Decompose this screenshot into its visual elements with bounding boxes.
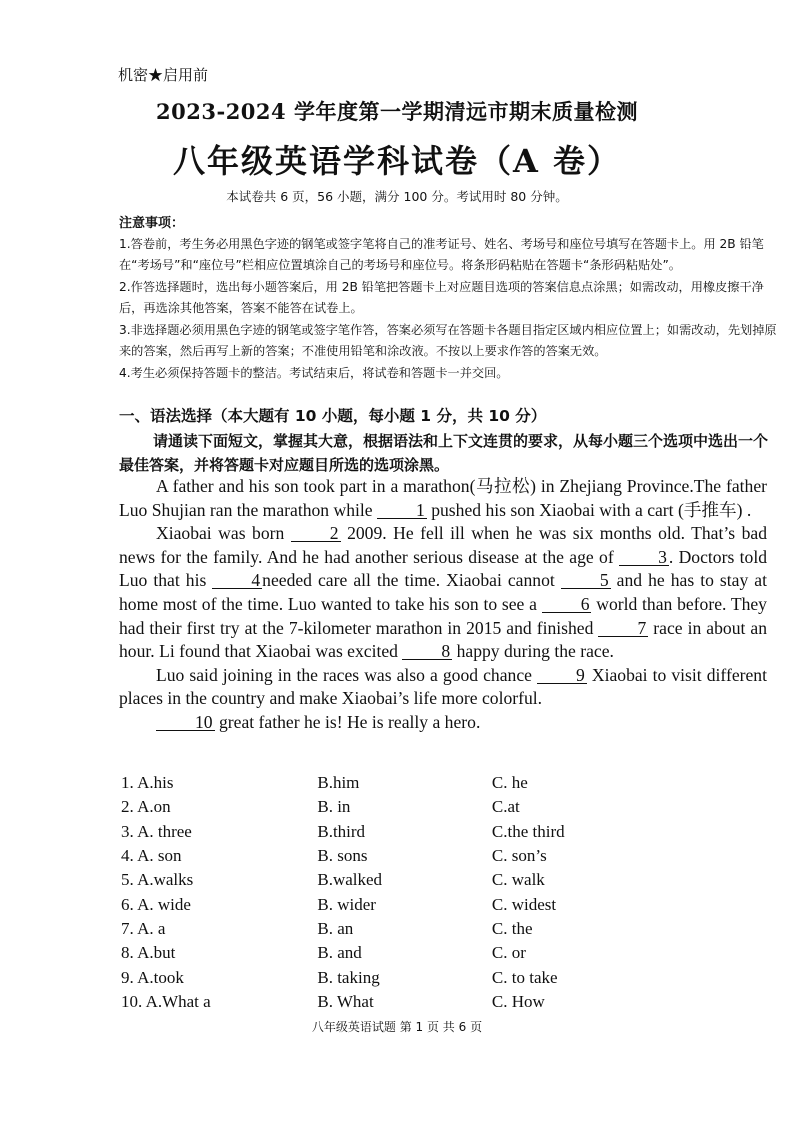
passage-text: world than before. They had their first try at the 7-kilometer marathon in 2015 and finished bbox=[119, 593, 767, 638]
answer-blank: 2 bbox=[291, 525, 341, 542]
note-item: 1.答卷前，考生务必用黑色字迹的钢笔或签字笔将自己的准考证号、姓名、考场号和座位号填写在答题卡上。用 2B 铅笔在“考场号”和“座位号”栏相应位置填涂自己的考场号和座位号。将条形码粘贴在答题卡“条形码粘贴处”。 bbox=[119, 237, 764, 272]
passage-text: A father and his son took part in a marathon(马拉松) in Zhejiang Province.The father Luo Shujian ran the marathon while bbox=[119, 476, 767, 520]
notes-title: 注意事项： bbox=[119, 216, 185, 231]
passage-text: pushed his son Xiaobai with a cart (手推车) . bbox=[431, 499, 752, 520]
exam-info: 本试卷共 6 页，56 小题，满分 100 分。考试用时 80 分钟。 bbox=[226, 189, 568, 204]
note-item: 4.考生必须保持答题卡的整洁。考试结束后，将试卷和答题卡一并交回。 bbox=[119, 366, 509, 380]
option-c[interactable]: C.at bbox=[491, 797, 520, 817]
passage-text: . Doctors told Luo that his bbox=[119, 546, 767, 591]
option-b[interactable]: B. What bbox=[317, 991, 374, 1011]
option-b[interactable]: B. wider bbox=[317, 894, 376, 914]
passage-text: needed care all the time. Xiaobai cannot bbox=[262, 570, 555, 591]
option-b[interactable]: B.third bbox=[317, 821, 366, 841]
answer-blank: 6 bbox=[542, 596, 592, 613]
option-a[interactable]: A.but bbox=[137, 943, 176, 963]
section-instruction: 请通读下面短文，掌握其大意，根据语法和上下文连贯的要求，从每小题三个选项中选出一个最佳答案，并将答题卡对应题目所选的选项涂黑。 bbox=[119, 432, 769, 474]
passage-paragraph bbox=[119, 664, 767, 711]
option-b[interactable]: B.him bbox=[317, 773, 360, 793]
option-a[interactable]: A. three bbox=[137, 821, 192, 841]
passage-text: great father he is! He is really a hero. bbox=[219, 711, 481, 732]
passage-text: 2009. He fell ill when he was six months old. That’s bad news for the family. And he had another serious disease at the age of bbox=[119, 523, 768, 567]
option-c[interactable]: C. to take bbox=[491, 967, 558, 987]
passage-text: happy during the race. bbox=[456, 641, 614, 662]
option-c[interactable]: C. walk bbox=[491, 870, 545, 890]
option-number: 8. bbox=[121, 943, 134, 963]
exam-title: 2023-2024 学年度第一学期清远市期末质量检测 bbox=[156, 99, 638, 124]
page-footer: 八年级英语试题 第 1 页 共 6 页 bbox=[311, 1020, 483, 1034]
option-b[interactable]: B.walked bbox=[317, 870, 383, 890]
option-a[interactable]: A. son bbox=[137, 846, 182, 866]
notes-list bbox=[119, 234, 779, 385]
answer-blank: 8 bbox=[402, 643, 452, 660]
option-number: 9. bbox=[121, 967, 134, 987]
passage-paragraph bbox=[119, 711, 767, 735]
option-row bbox=[121, 941, 601, 965]
option-c[interactable]: C. the bbox=[491, 918, 533, 938]
option-row bbox=[121, 990, 601, 1014]
option-row bbox=[121, 795, 601, 819]
section-heading: 一、语法选择（本大题有 10 小题，每小题 1 分，共 10 分） bbox=[119, 407, 547, 425]
option-row bbox=[121, 892, 601, 916]
option-row bbox=[121, 868, 601, 892]
option-number: 7. bbox=[121, 918, 134, 938]
option-b[interactable]: B. and bbox=[317, 943, 362, 963]
option-c[interactable]: C.the third bbox=[491, 821, 565, 841]
option-row bbox=[121, 771, 601, 795]
option-a[interactable]: A.took bbox=[137, 967, 184, 987]
passage-text: race in about an hour. Li found that Xiaobai was excited bbox=[119, 617, 768, 662]
option-number: 6. bbox=[121, 894, 134, 914]
option-b[interactable]: B. an bbox=[317, 918, 354, 938]
passage-text: Luo said joining in the races was also a good chance bbox=[156, 664, 532, 685]
option-b[interactable]: B. sons bbox=[317, 846, 368, 866]
note-item: 3.非选择题必须用黑色字迹的钢笔或签字笔作答，答案必须写在答题卡各题目指定区域内相应位置上；如需改动，先划掉原来的答案，然后再写上新的答案；不准使用铅笔和涂改液。不按以上要求作答的答案无效。 bbox=[119, 323, 777, 358]
passage-text: and he has to stay at home most of the time. Luo wanted to take his son to see a bbox=[119, 570, 767, 614]
option-number: 3. bbox=[121, 821, 134, 841]
option-a[interactable]: A. wide bbox=[137, 894, 191, 914]
option-c[interactable]: C. widest bbox=[491, 894, 557, 914]
passage-paragraph bbox=[119, 475, 767, 522]
passage-text: Xiaobai to visit different places in the country and make Xiaobai’s life more colorful. bbox=[119, 664, 767, 709]
options-list bbox=[121, 771, 601, 1014]
option-a[interactable]: A.on bbox=[137, 797, 171, 817]
option-number: 1. bbox=[121, 773, 134, 793]
option-b[interactable]: B. taking bbox=[317, 967, 380, 987]
answer-blank: 7 bbox=[598, 620, 648, 637]
option-row bbox=[121, 917, 601, 941]
reading-passage bbox=[119, 475, 767, 735]
option-row bbox=[121, 844, 601, 868]
option-c[interactable]: C. son’s bbox=[491, 846, 547, 866]
answer-blank: 5 bbox=[561, 572, 611, 589]
option-c[interactable]: C. or bbox=[491, 943, 526, 963]
option-number: 2. bbox=[121, 797, 134, 817]
option-row bbox=[121, 820, 601, 844]
option-a[interactable]: A. a bbox=[137, 918, 166, 938]
option-c[interactable]: C. How bbox=[491, 991, 545, 1011]
answer-blank: 10 bbox=[156, 714, 215, 731]
option-number: 4. bbox=[121, 846, 134, 866]
option-c[interactable]: C. he bbox=[491, 773, 528, 793]
answer-blank: 9 bbox=[537, 667, 587, 684]
passage-text: Xiaobai was born bbox=[156, 523, 285, 544]
option-number: 10. bbox=[121, 991, 143, 1011]
option-b[interactable]: B. in bbox=[317, 797, 351, 817]
note-item: 2.作答选择题时，选出每小题答案后，用 2B 铅笔把答题卡上对应题目选项的答案信息点涂黑；如需改动，用橡皮擦干净后，再选涂其他答案，答案不能答在试卷上。 bbox=[119, 280, 764, 315]
exam-subtitle: 八年级英语学科试卷（A 卷） bbox=[173, 142, 621, 180]
option-number: 5. bbox=[121, 870, 134, 890]
option-a[interactable]: A.walks bbox=[137, 870, 194, 890]
passage-paragraph bbox=[119, 522, 767, 664]
answer-blank: 3 bbox=[619, 549, 669, 566]
answer-blank: 4 bbox=[212, 572, 262, 589]
answer-blank: 1 bbox=[377, 502, 427, 519]
confidential-mark: 机密★启用前 bbox=[118, 66, 209, 84]
option-a[interactable]: A.his bbox=[137, 773, 174, 793]
option-a[interactable]: A.What a bbox=[145, 991, 211, 1011]
option-row bbox=[121, 965, 601, 989]
